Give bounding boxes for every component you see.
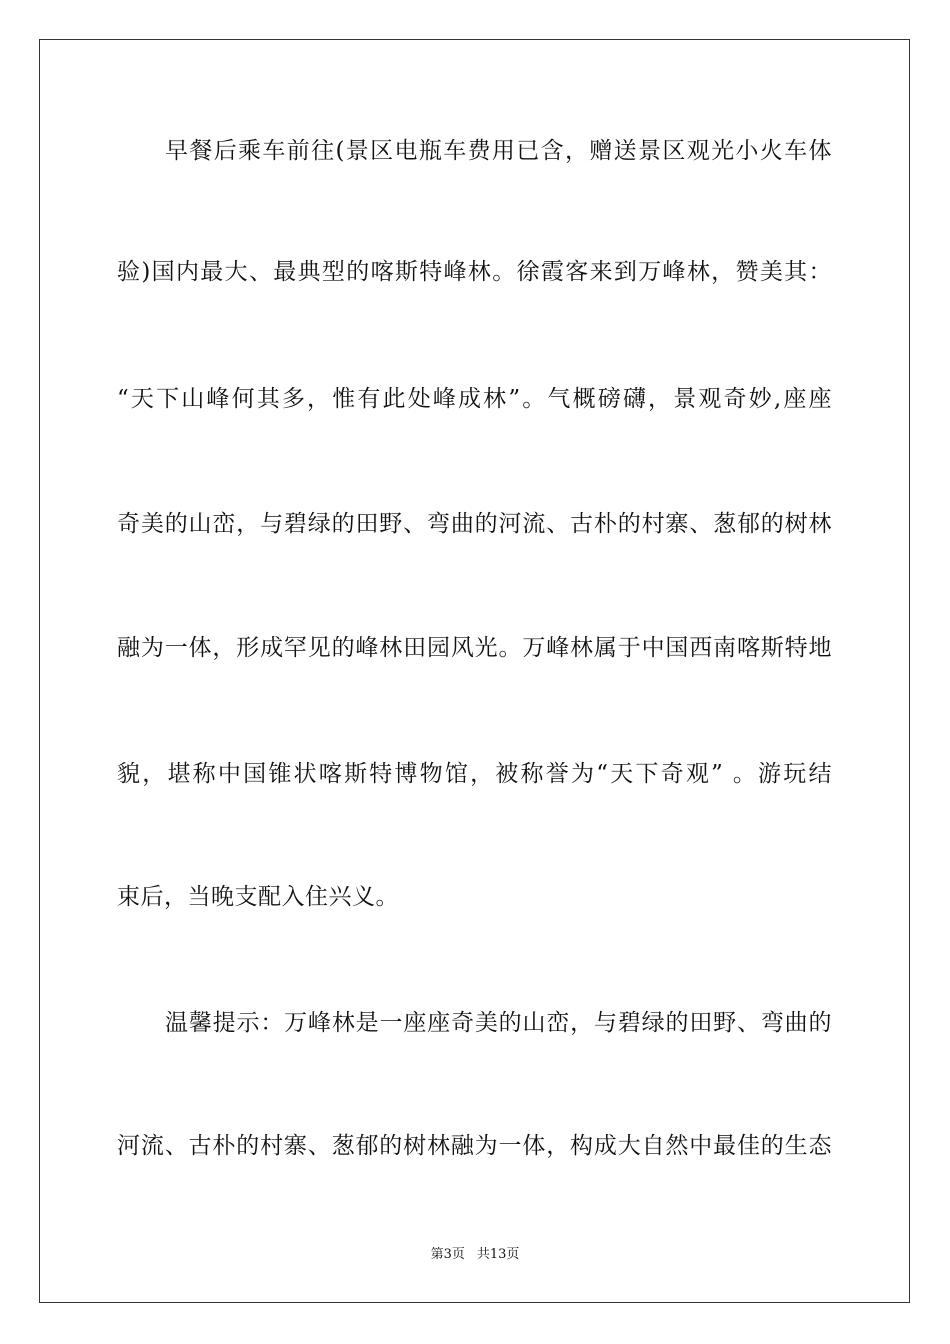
paragraph-1-line-4: 奇美的山峦，与碧绿的田野、弯曲的河流、古朴的村寨、葱郁的树林 xyxy=(117,511,832,537)
page-footer xyxy=(0,1246,950,1264)
page-border xyxy=(39,39,910,1303)
paragraph-1-line-1: 早餐后乘车前往(景区电瓶车费用已含，赠送景区观光小火车体 xyxy=(165,138,832,164)
paragraph-2-line-1: 温馨提示：万峰林是一座座奇美的山峦，与碧绿的田野、弯曲的 xyxy=(165,1010,832,1036)
total-pages: 共13页 xyxy=(476,1247,520,1262)
paragraph-1-line-3: “天下山峰何其多，惟有此处峰成林”。气概磅礴，景观奇妙,座座 xyxy=(117,386,832,412)
paragraph-1-line-7: 束后，当晚支配入住兴义。 xyxy=(117,884,399,910)
paragraph-1-line-2: 验)国内最大、最典型的喀斯特峰林。徐霞客来到万峰林，赞美其： xyxy=(117,259,832,285)
paragraph-1-line-6: 貌，堪称中国锥状喀斯特博物馆，被称誉为“天下奇观” 。游玩结 xyxy=(117,761,832,787)
paragraph-1-line-5: 融为一体，形成罕见的峰林田园风光。万峰林属于中国西南喀斯特地 xyxy=(117,635,832,661)
page-number: 第3页 xyxy=(430,1247,465,1262)
paragraph-2-line-2: 河流、古朴的村寨、葱郁的树林融为一体，构成大自然中最佳的生态 xyxy=(117,1133,832,1159)
